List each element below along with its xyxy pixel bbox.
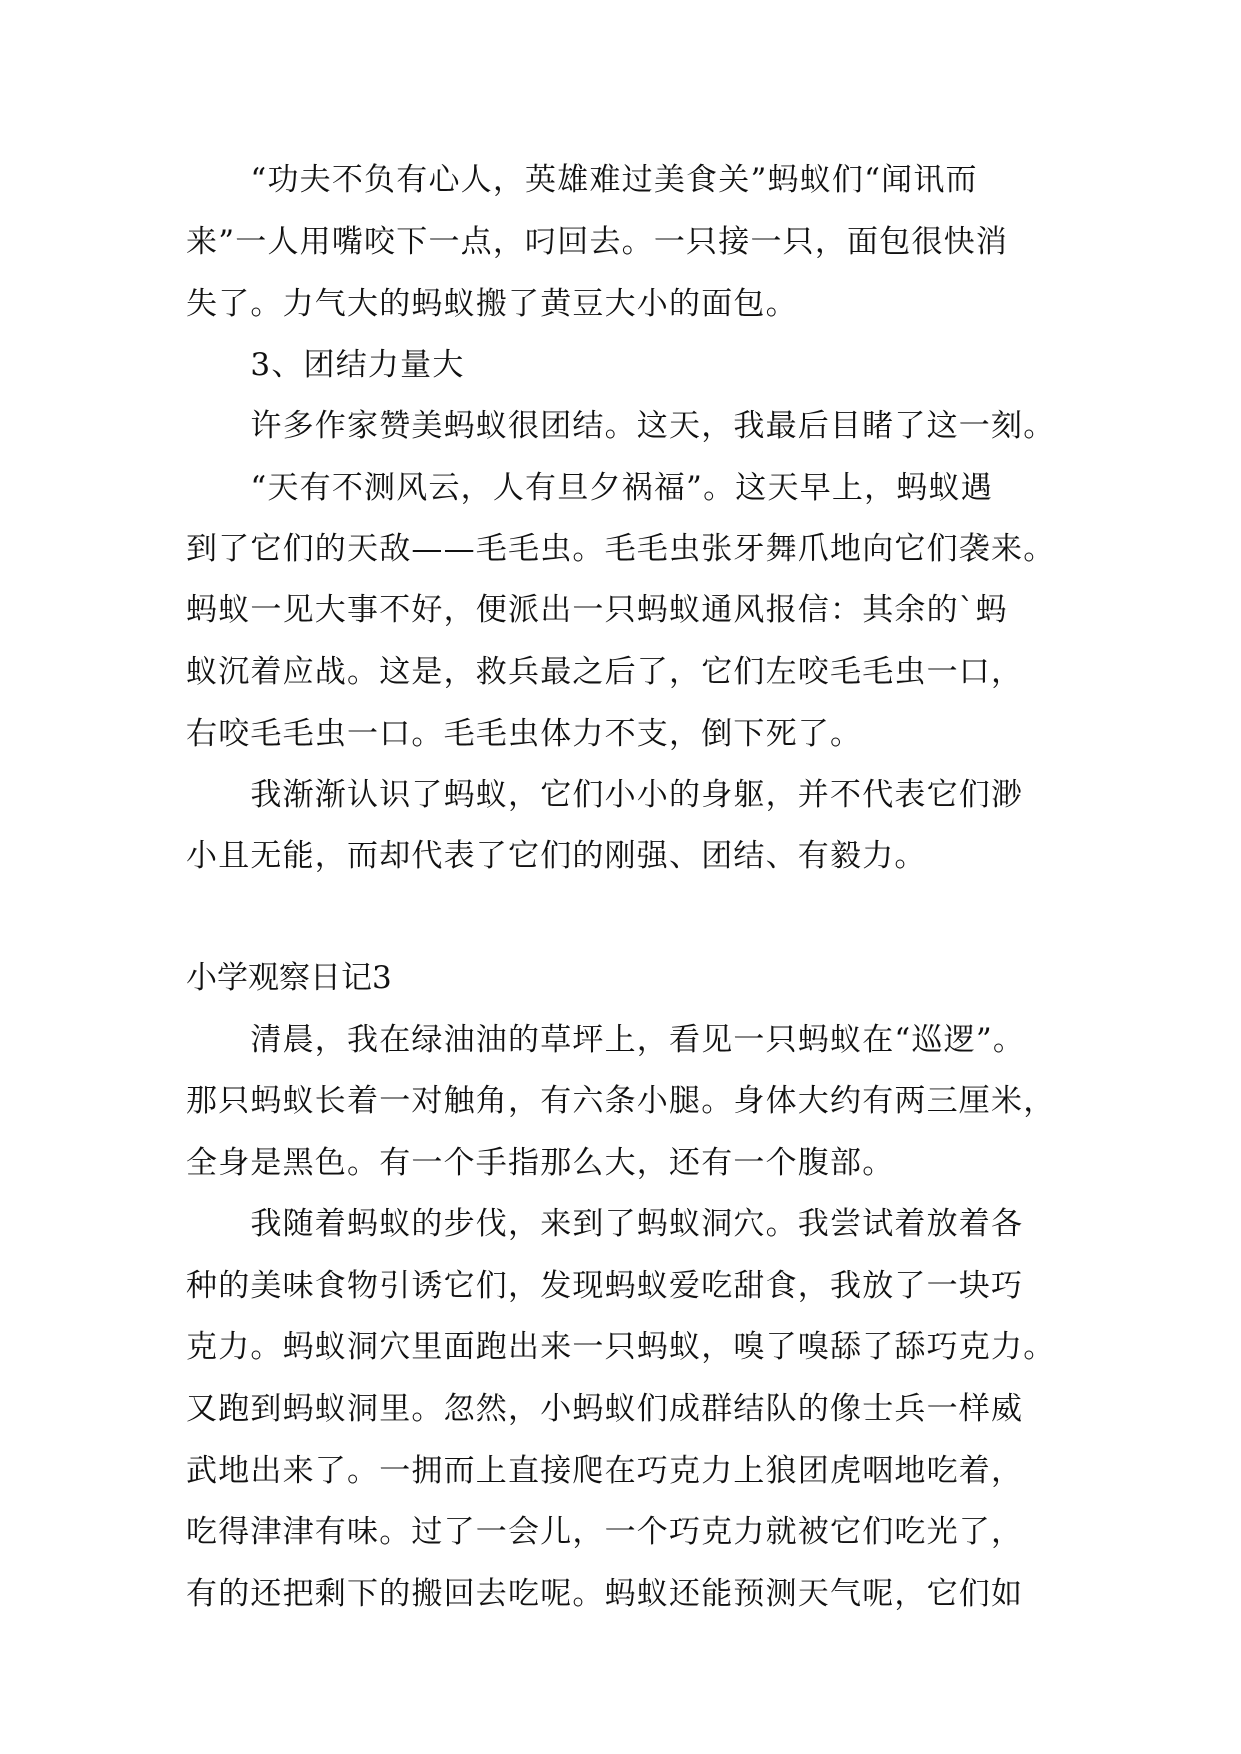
paragraph-line: 清晨，我在绿油油的草坪上，看见一只蚂蚁在“巡逻”。 xyxy=(186,1022,1026,1058)
paragraph-line: “天有不测风云，人有旦夕祸福”。这天早上，蚂蚁遇 xyxy=(186,470,993,506)
paragraph-line: 吃得津津有味。过了一会儿，一个巧克力就被它们吃光了， xyxy=(186,1514,1024,1550)
paragraph-line: 那只蚂蚁长着一对触角，有六条小腿。身体大约有两三厘米， xyxy=(186,1083,1056,1119)
subheading-line: 3、团结力量大 xyxy=(186,347,465,383)
paragraph-line: 全身是黑色。有一个手指那么大，还有一个腹部。 xyxy=(186,1145,895,1181)
paragraph-line: 我随着蚂蚁的步伐，来到了蚂蚁洞穴。我尝试着放着各 xyxy=(186,1206,1024,1242)
paragraph-line: 失了。力气大的蚂蚁搬了黄豆大小的面包。 xyxy=(186,286,798,322)
paragraph-line: 有的还把剩下的搬回去吃呢。蚂蚁还能预测天气呢，它们如 xyxy=(186,1576,1024,1612)
paragraph-line: 蚂蚁一见大事不好，便派出一只蚂蚁通风报信：其余的`蚂 xyxy=(186,592,1008,628)
paragraph-line: 到了它们的天敌——毛毛虫。毛毛虫张牙舞爪地向它们袭来。 xyxy=(186,531,1056,567)
section-title: 小学观察日记3 xyxy=(186,960,392,996)
paragraph-line: 右咬毛毛虫一口。毛毛虫体力不支，倒下死了。 xyxy=(186,716,863,752)
paragraph-line: 小且无能，而却代表了它们的刚强、团结、有毅力。 xyxy=(186,838,927,874)
paragraph-line: 我渐渐认识了蚂蚁，它们小小的身躯，并不代表它们渺 xyxy=(186,777,1024,813)
paragraph-line: 种的美味食物引诱它们，发现蚂蚁爱吃甜食，我放了一块巧 xyxy=(186,1268,1024,1304)
paragraph-line: 蚁沉着应战。这是，救兵最之后了，它们左咬毛毛虫一口， xyxy=(186,654,1024,690)
paragraph-line: “功夫不负有心人，英雄难过美食关”蚂蚁们“闻讯而 xyxy=(186,162,978,198)
paragraph-line: 来”一人用嘴咬下一点，叼回去。一只接一只，面包很快消 xyxy=(186,224,1009,260)
paragraph-line: 许多作家赞美蚂蚁很团结。这天，我最后目睹了这一刻。 xyxy=(186,408,1056,444)
paragraph-line: 武地出来了。一拥而上直接爬在巧克力上狼团虎咽地吃着， xyxy=(186,1453,1024,1489)
paragraph-line: 又跑到蚂蚁洞里。忽然，小蚂蚁们成群结队的像士兵一样威 xyxy=(186,1391,1024,1427)
paragraph-line: 克力。蚂蚁洞穴里面跑出来一只蚂蚁，嗅了嗅舔了舔巧克力。 xyxy=(186,1329,1056,1365)
